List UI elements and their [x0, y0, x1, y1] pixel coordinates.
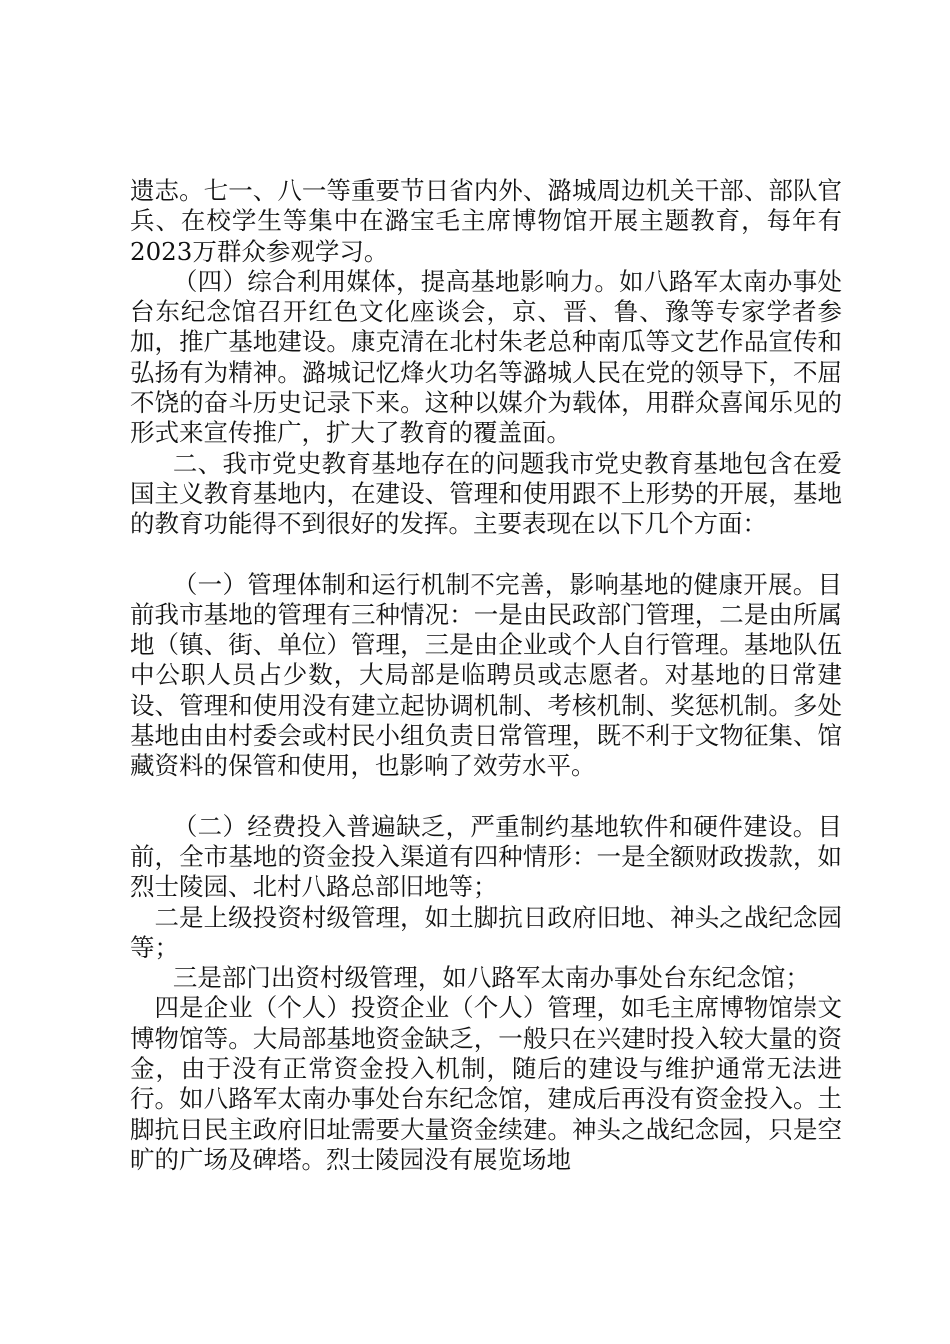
- paragraph-funding-fourth: 四是企业（个人）投资企业（个人）管理，如毛主席博物馆崇文博物馆等。大局部基地资金缺乏，一般只在兴建时投入较大量的资金，由于没有正常资金投入机制，随后的建设与维护通常无法进行。如八路军太南办事处台东纪念馆，建成后再没有资金投入。土脚抗日民主政府旧址需要大量资金续建。神头之战纪念园，只是空旷的广场及碑塔。烈士陵园没有展览场地: [130, 993, 842, 1174]
- paragraph-section-four: （四）综合利用媒体，提高基地影响力。如八路军太南办事处台东纪念馆召开红色文化座谈会，京、晋、鲁、豫等专家学者参加，推广基地建设。康克清在北村朱老总种南瓜等文艺作品宣传和弘扬有为精神。潞城记忆烽火功名等潞城人民在党的领导下，不屈不饶的奋斗历史记录下来。这种以媒介为载体，用群众喜闻乐见的形式来宣传推广，扩大了教育的覆盖面。: [130, 266, 842, 448]
- document-body: [130, 176, 842, 1175]
- paragraph-problem-two: （二）经费投入普遍缺乏，严重制约基地软件和硬件建设。目前，全市基地的资金投入渠道有四种情形：一是全额财政拨款，如烈士陵园、北村八路总部旧地等；: [130, 811, 842, 902]
- paragraph-continuation: 遗志。七一、八一等重要节日省内外、潞城周边机关干部、部队官兵、在校学生等集中在潞宝毛主席博物馆开展主题教育，每年有2023万群众参观学习。: [130, 176, 842, 266]
- paragraph-section-two-heading: 二、我市党史教育基地存在的问题我市党史教育基地包含在爱国主义教育基地内，在建设、管理和使用跟不上形势的开展，基地的教育功能得不到很好的发挥。主要表现在以下几个方面：: [130, 448, 842, 539]
- paragraph-funding-third: 三是部门出资村级管理，如八路军太南办事处台东纪念馆；: [172, 963, 810, 993]
- paragraph-funding-second: 二是上级投资村级管理，如土脚抗日政府旧地、神头之战纪念园等；: [130, 902, 842, 962]
- paragraph-problem-one: （一）管理体制和运行机制不完善，影响基地的健康开展。目前我市基地的管理有三种情况：一是由民政部门管理，二是由所属地（镇、街、单位）管理，三是由企业或个人自行管理。基地队伍中公职人员占少数，大局部是临聘员或志愿者。对基地的日常建设、管理和使用没有建立起协调机制、考核机制、奖惩机制。多处基地由由村委会或村民小组负责日常管理，既不利于文物征集、馆藏资料的保管和使用，也影响了效劳水平。: [130, 569, 842, 781]
